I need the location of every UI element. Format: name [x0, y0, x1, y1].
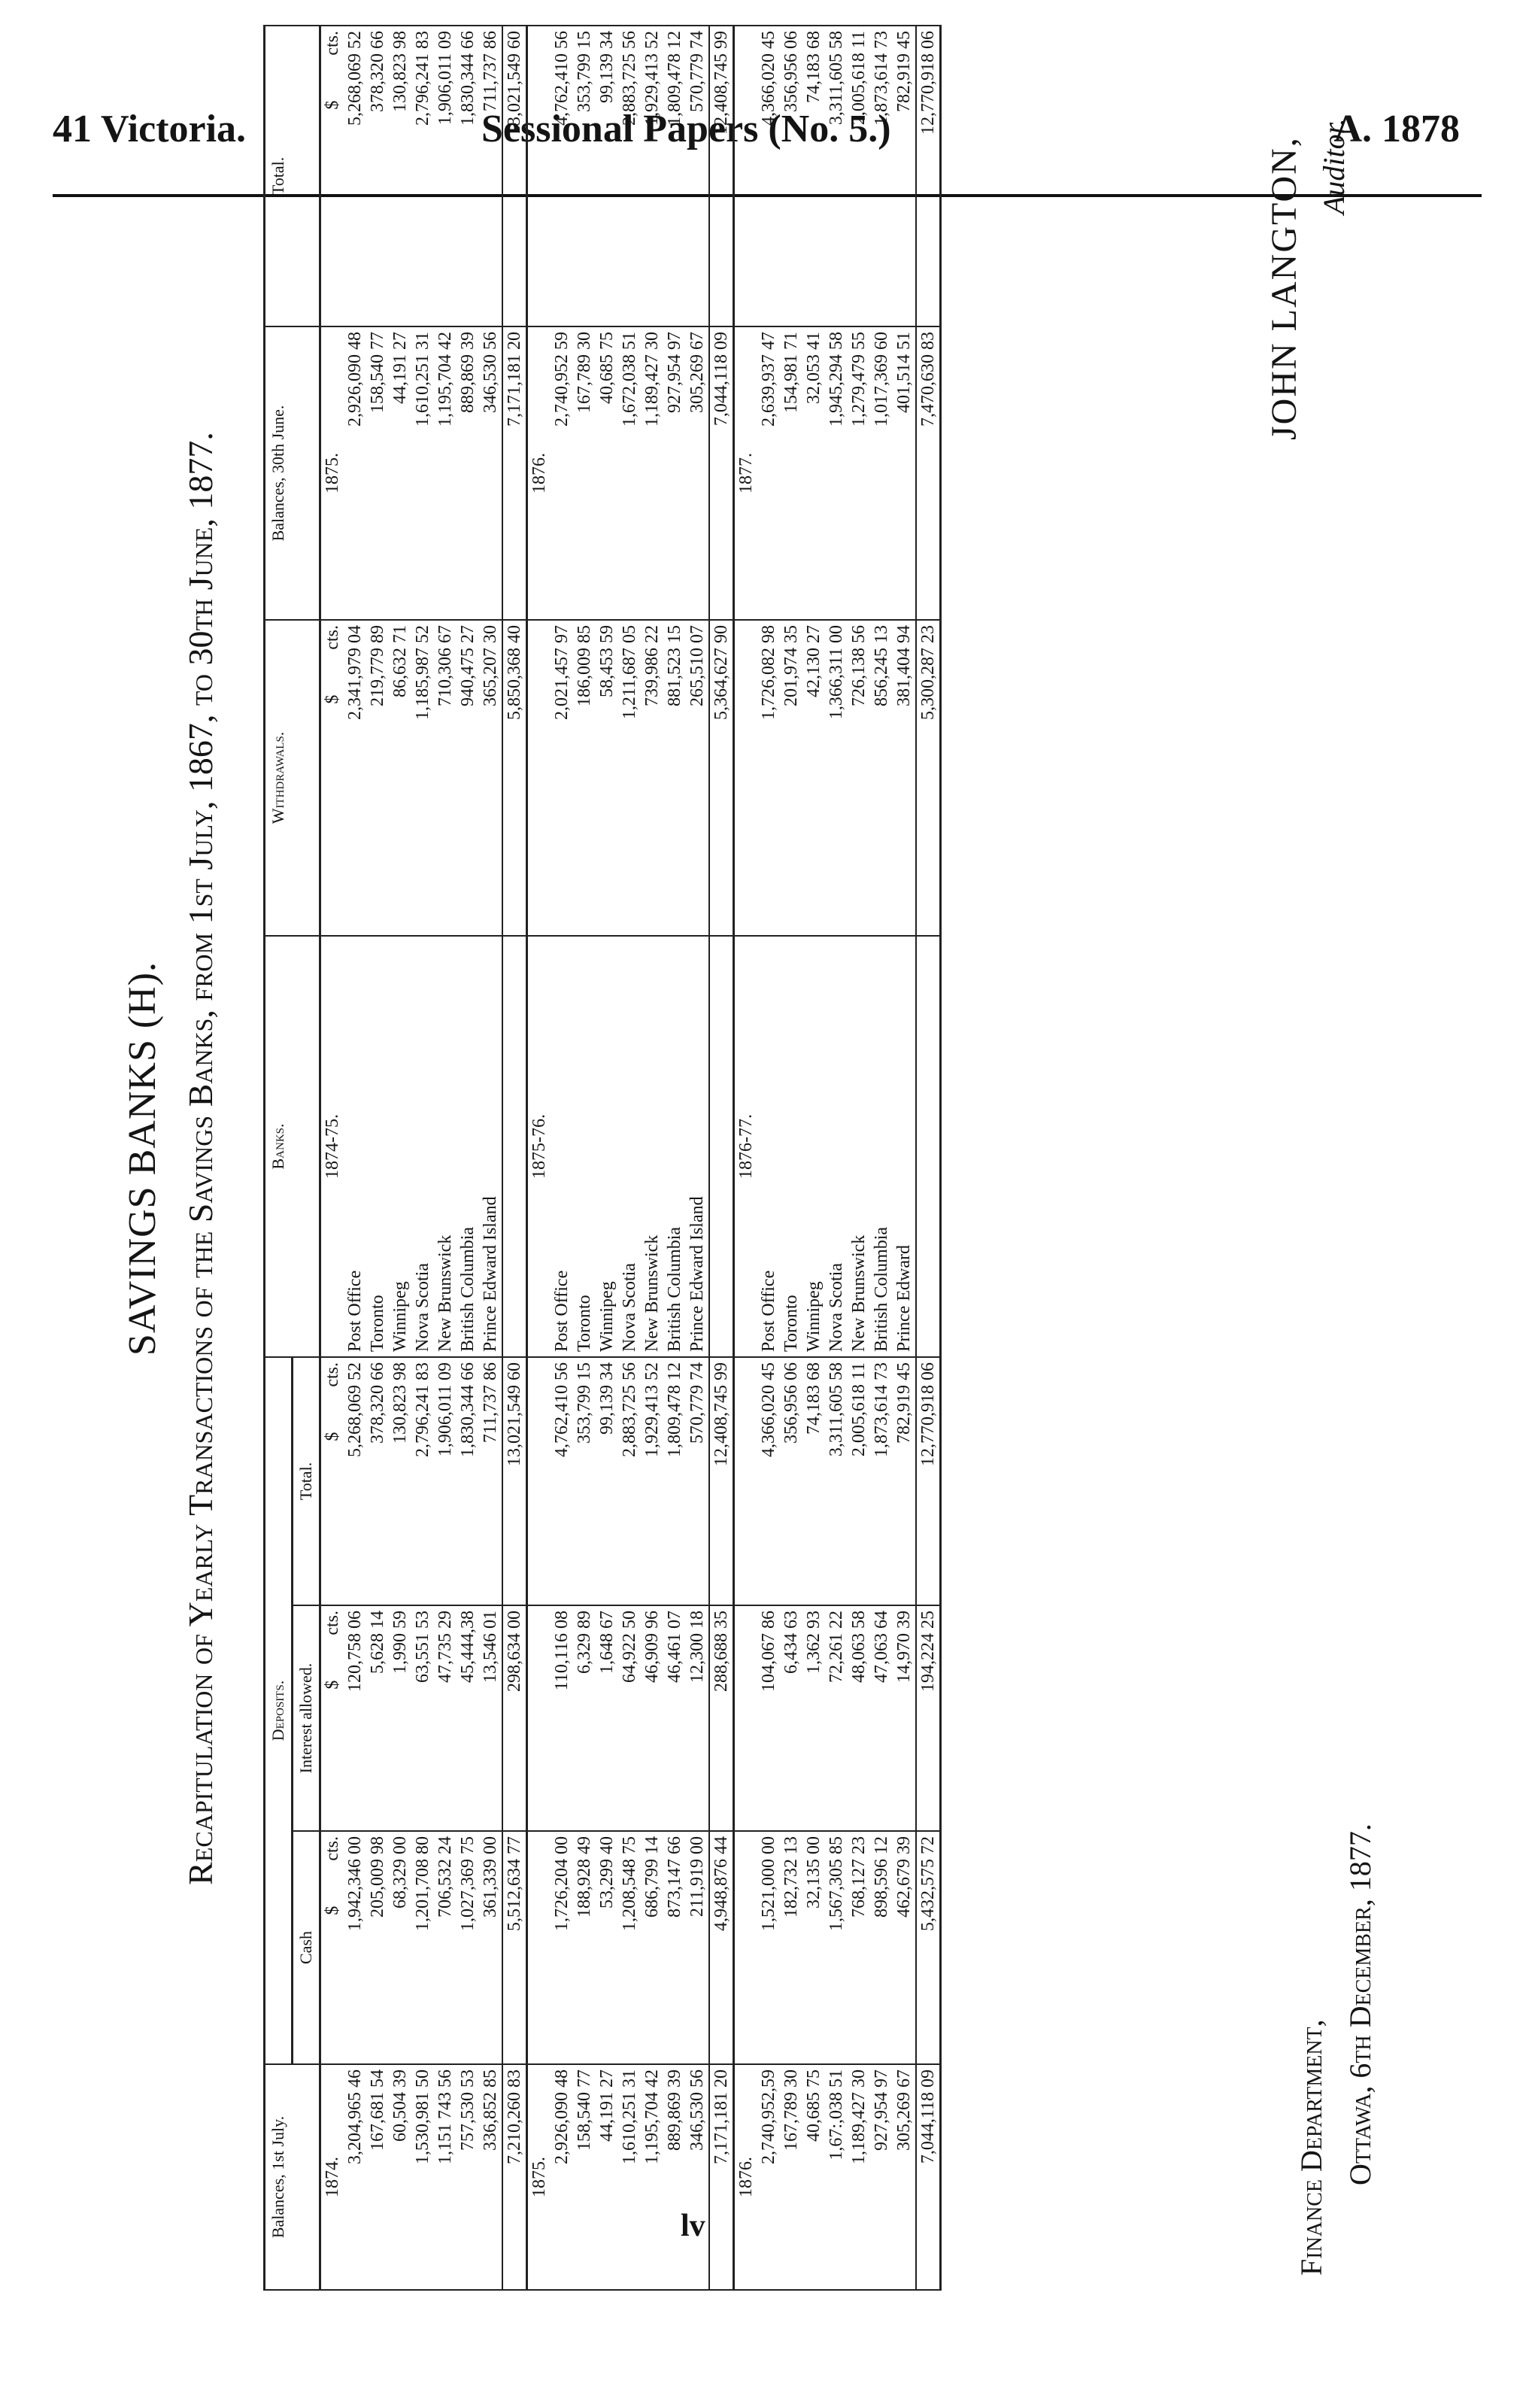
table-row [641, 26, 663, 2290]
recapitulation-table [263, 25, 942, 2291]
withdrawals-cell: 1,211,687 05 [618, 620, 641, 936]
withdrawals-cell: 940,475 27 [457, 620, 479, 936]
total-interest: 298,634 00 [502, 1605, 527, 1831]
cash-cell: 462,679 39 [893, 1831, 916, 2064]
deposit-total-cell: 130,823 98 [389, 1357, 411, 1605]
balance-close-cell: 2,740,952 59 [551, 326, 573, 620]
withdrawals-cell: 86,632 71 [389, 620, 411, 936]
withdrawals-cell: 856,245 13 [870, 620, 893, 936]
col-banks: Banks. [265, 936, 320, 1357]
interest-cell: 14,970 39 [893, 1605, 916, 1831]
balance-open-cell: 167,789 30 [780, 2064, 802, 2290]
period-open-year: 1874. [323, 2157, 342, 2197]
units-cell [734, 26, 758, 326]
total-bank-blank [709, 936, 734, 1357]
cents-unit: cts. [323, 1611, 342, 1635]
withdrawals-cell: 1,366,311 00 [825, 620, 848, 936]
period-close-year: 1876. [529, 452, 549, 493]
deposit-total-cell: 4,762,410 56 [551, 1357, 573, 1605]
cash-cell: 686,799 14 [641, 1831, 663, 2064]
grand-total-cell: 570,779 74 [686, 26, 709, 326]
balance-close-cell: 889,869 39 [457, 326, 479, 620]
interest-cell: 5,628 14 [366, 1605, 389, 1831]
interest-cell: 63,551 53 [411, 1605, 434, 1831]
bank-name-cell: Toronto [366, 936, 389, 1357]
total-bank-blank [916, 936, 941, 1357]
dollar-unit: $ [323, 694, 342, 704]
units-cell [734, 2064, 758, 2290]
withdrawals-cell: 219,779 89 [366, 620, 389, 936]
units-cell [320, 1605, 344, 1831]
interest-cell: 120,758 06 [344, 1605, 366, 1831]
deposit-total-cell: 1,906,011 09 [434, 1357, 457, 1605]
interest-cell: 6,329 89 [573, 1605, 596, 1831]
total-withdrawals: 5,364,627 90 [709, 620, 734, 936]
deposit-total-cell: 1,929,413 52 [641, 1357, 663, 1605]
table-row [870, 26, 893, 2290]
bank-name-cell: British Columbia [663, 936, 686, 1357]
balance-open-cell: 2,740,952,59 [757, 2064, 780, 2290]
cash-cell: 205,009 98 [366, 1831, 389, 2064]
cash-cell: 361,339 00 [479, 1831, 502, 2064]
balance-close-cell: 927,954 97 [663, 326, 686, 620]
cash-cell: 53,299 40 [596, 1831, 618, 2064]
grand-total-cell: 130,823 98 [389, 26, 411, 326]
dollar-unit: $ [323, 100, 342, 110]
bank-name-cell: Prince Edward [893, 936, 916, 1357]
bank-name-cell: Toronto [780, 936, 802, 1357]
units-cell [527, 1831, 551, 2064]
bank-period-cell [734, 936, 758, 1357]
cash-cell: 32,135 00 [802, 1831, 825, 2064]
withdrawals-cell: 739,986 22 [641, 620, 663, 936]
withdrawals-cell: 1,726,082 98 [757, 620, 780, 936]
interest-cell: 47,063 64 [870, 1605, 893, 1831]
balance-open-cell: 305,269 67 [893, 2064, 916, 2290]
balance-open-cell: 44,191 27 [596, 2064, 618, 2290]
cash-cell: 211,919 00 [686, 1831, 709, 2064]
balance-open-cell: 1,530,981 50 [411, 2064, 434, 2290]
withdrawals-cell: 881,523 15 [663, 620, 686, 936]
grand-total-cell: 74,183 68 [802, 26, 825, 326]
deposit-total-cell: 1,830,344 66 [457, 1357, 479, 1605]
withdrawals-cell: 1,185,987 52 [411, 620, 434, 936]
total-balance-close: 7,171,181 20 [502, 326, 527, 620]
total-deposits: 13,021,549 60 [502, 1357, 527, 1605]
auditor-name: JOHN LANGTON, [1264, 136, 1304, 440]
withdrawals-cell: 2,341,979 04 [344, 620, 366, 936]
grand-total-cell: 353,799 15 [573, 26, 596, 326]
units-cell [734, 1357, 758, 1605]
units-cell [734, 326, 758, 620]
finance-department: Finance Department, [1294, 2019, 1328, 2276]
balance-close-cell: 40,685 75 [596, 326, 618, 620]
totals-row [916, 26, 941, 2290]
cents-unit: cts. [323, 30, 342, 56]
bank-name-cell: Winnipeg [389, 936, 411, 1357]
table-row [366, 26, 389, 2290]
balance-close-cell: 167,789 30 [573, 326, 596, 620]
withdrawals-cell: 710,306 67 [434, 620, 457, 936]
deposit-total-cell: 570,779 74 [686, 1357, 709, 1605]
grand-total-cell: 2,883,725 56 [618, 26, 641, 326]
grand-total-cell: 782,919 45 [893, 26, 916, 326]
deposit-total-cell: 5,268,069 52 [344, 1357, 366, 1605]
withdrawals-cell: 186,009 85 [573, 620, 596, 936]
units-cell [320, 326, 344, 620]
balance-close-cell: 44,191 27 [389, 326, 411, 620]
withdrawals-cell: 265,510 07 [686, 620, 709, 936]
balance-open-cell: 158,540 77 [573, 2064, 596, 2290]
balance-close-cell: 1,279,479 55 [848, 326, 870, 620]
units-cell [320, 2064, 344, 2290]
interest-cell: 12,300 18 [686, 1605, 709, 1831]
cash-cell: 68,329 00 [389, 1831, 411, 2064]
table-row [618, 26, 641, 2290]
interest-cell: 64,922 50 [618, 1605, 641, 1831]
dollar-unit: $ [323, 1905, 342, 1915]
bank-name-cell: Post Office [757, 936, 780, 1357]
total-cash: 4,948,876 44 [709, 1831, 734, 2064]
balance-open-cell: 757,530 53 [457, 2064, 479, 2290]
deposit-total-cell: 74,183 68 [802, 1357, 825, 1605]
bank-name-cell: New Brunswick [641, 936, 663, 1357]
period-label: 1874-75. [323, 1113, 342, 1179]
deposit-total-cell: 711,737 86 [479, 1357, 502, 1605]
dollar-unit: $ [323, 1432, 342, 1441]
total-withdrawals: 5,850,368 40 [502, 620, 527, 936]
units-cell [527, 326, 551, 620]
balance-open-cell: 60,504 39 [389, 2064, 411, 2290]
interest-cell: 1,990 59 [389, 1605, 411, 1831]
deposit-total-cell: 2,883,725 56 [618, 1357, 641, 1605]
total-deposits: 12,408,745 99 [709, 1357, 734, 1605]
units-cell [320, 26, 344, 326]
col-withdrawals: Withdrawals. [265, 620, 320, 936]
table-body [320, 26, 941, 2290]
cents-unit: cts. [323, 1362, 342, 1387]
document-title: SAVINGS BANKS (H). [121, 961, 164, 1356]
grand-total-cell: 1,830,344 66 [457, 26, 479, 326]
table-row [457, 26, 479, 2290]
col-cash: Cash [293, 1831, 320, 2064]
table-row [479, 26, 502, 2290]
period-close-year: 1875. [323, 452, 342, 493]
bank-name-cell: Nova Scotia [825, 936, 848, 1357]
units-row [320, 26, 344, 2290]
bank-name-cell: British Columbia [457, 936, 479, 1357]
table-row [434, 26, 457, 2290]
bank-name-cell: British Columbia [870, 936, 893, 1357]
grand-total-cell: 4,762,410 56 [551, 26, 573, 326]
units-cell [527, 26, 551, 326]
dollar-unit: $ [323, 1680, 342, 1690]
bank-name-cell: New Brunswick [848, 936, 870, 1357]
withdrawals-cell: 201,974 35 [780, 620, 802, 936]
cash-cell: 1,201,708 80 [411, 1831, 434, 2064]
units-cell [527, 1357, 551, 1605]
col-interest: Interest allowed. [293, 1605, 320, 1831]
units-cell [527, 1605, 551, 1831]
period-close-year: 1877. [736, 452, 756, 493]
balance-close-cell: 1,195,704 42 [434, 326, 457, 620]
bank-name-cell: Prince Edward Island [686, 936, 709, 1357]
balance-open-cell: 1,151 743 56 [434, 2064, 457, 2290]
balance-open-cell: 40,685 75 [802, 2064, 825, 2290]
col-deposit-total: Total. [293, 1357, 320, 1605]
grand-total-cell: 378,320 66 [366, 26, 389, 326]
bank-name-cell: New Brunswick [434, 936, 457, 1357]
document-subtitle: Recapitulation of Yearly Transactions of the Savings Banks, from 1st July, 1867, to 30th June, 1877. [181, 432, 220, 1885]
balance-close-cell: 2,639,937 47 [757, 326, 780, 620]
total-balance-open: 7,044,118 09 [916, 2064, 941, 2290]
table-row [802, 26, 825, 2290]
grand-total-cell: 1,809,478 12 [663, 26, 686, 326]
bank-period-cell [527, 936, 551, 1357]
cash-cell: 1,726,204 00 [551, 1831, 573, 2064]
total-grand: 12,770,918 06 [916, 26, 941, 326]
interest-cell: 104,067 86 [757, 1605, 780, 1831]
total-interest: 194,224 25 [916, 1605, 941, 1831]
units-cell [734, 1831, 758, 2064]
table-row [686, 26, 709, 2290]
col-deposits: Deposits. [265, 1357, 293, 2064]
balance-close-cell: 158,540 77 [366, 326, 389, 620]
balance-open-cell: 3,204,965 46 [344, 2064, 366, 2290]
units-cell [320, 620, 344, 936]
units-row [734, 26, 758, 2290]
total-balance-close: 7,044,118 09 [709, 326, 734, 620]
deposit-total-cell: 1,873,614 73 [870, 1357, 893, 1605]
interest-cell: 48,063 58 [848, 1605, 870, 1831]
balance-open-cell: 167,681 54 [366, 2064, 389, 2290]
cash-cell: 1,208,548 75 [618, 1831, 641, 2064]
cash-cell: 1,567,305 85 [825, 1831, 848, 2064]
deposit-total-cell: 782,919 45 [893, 1357, 916, 1605]
withdrawals-cell: 42,130 27 [802, 620, 825, 936]
total-withdrawals: 5,300,287 23 [916, 620, 941, 936]
balance-close-cell: 1,017,369 60 [870, 326, 893, 620]
bank-name-cell: Winnipeg [802, 936, 825, 1357]
table-row [848, 26, 870, 2290]
total-balance-open: 7,210,260 83 [502, 2064, 527, 2290]
interest-cell: 47,735 29 [434, 1605, 457, 1831]
units-cell [320, 1831, 344, 2064]
cash-cell: 706,532 24 [434, 1831, 457, 2064]
total-grand: 12,408,745 99 [709, 26, 734, 326]
units-cell [527, 2064, 551, 2290]
grand-total-cell: 3,311,605 58 [825, 26, 848, 326]
total-balance-close: 7,470,630 83 [916, 326, 941, 620]
balance-open-cell: 2,926,090 48 [551, 2064, 573, 2290]
grand-total-cell: 5,268,069 52 [344, 26, 366, 326]
withdrawals-cell: 726,138 56 [848, 620, 870, 936]
deposit-total-cell: 3,311,605 58 [825, 1357, 848, 1605]
total-interest: 288,688 35 [709, 1605, 734, 1831]
cash-cell: 1,521,000 00 [757, 1831, 780, 2064]
bank-name-cell: Toronto [573, 936, 596, 1357]
period-label: 1876-77. [736, 1113, 756, 1179]
cash-cell: 1,027,369 75 [457, 1831, 479, 2064]
total-cash: 5,512,634 77 [502, 1831, 527, 2064]
bank-name-cell: Nova Scotia [411, 936, 434, 1357]
bank-period-cell [320, 936, 344, 1357]
grand-total-cell: 2,005,618 11 [848, 26, 870, 326]
grand-total-cell: 1,929,413 52 [641, 26, 663, 326]
table-row [596, 26, 618, 2290]
cash-cell: 873,147 66 [663, 1831, 686, 2064]
deposit-total-cell: 2,005,618 11 [848, 1357, 870, 1605]
deposit-total-cell: 1,809,478 12 [663, 1357, 686, 1605]
table-row [344, 26, 366, 2290]
interest-cell: 1,362 93 [802, 1605, 825, 1831]
total-grand: 13,021,549 60 [502, 26, 527, 326]
balance-close-cell: 1,672,038 51 [618, 326, 641, 620]
interest-cell: 46,461 07 [663, 1605, 686, 1831]
header-papers: Sessional Papers (No. 5.) [481, 108, 891, 150]
table-row [893, 26, 916, 2290]
deposit-total-cell: 2,796,241 83 [411, 1357, 434, 1605]
balance-open-cell: 346,530 56 [686, 2064, 709, 2290]
balance-open-cell: 336,852 85 [479, 2064, 502, 2290]
col-balances-close: Balances, 30th June. [265, 326, 320, 620]
balance-close-cell: 32,053 41 [802, 326, 825, 620]
balance-open-cell: 927,954 97 [870, 2064, 893, 2290]
cash-cell: 182,732 13 [780, 1831, 802, 2064]
cash-cell: 1,942,346 00 [344, 1831, 366, 2064]
grand-total-cell: 4,366,020 45 [757, 26, 780, 326]
balance-close-cell: 346,530 56 [479, 326, 502, 620]
interest-cell: 1,648 67 [596, 1605, 618, 1831]
total-deposits: 12,770,918 06 [916, 1357, 941, 1605]
auditor-title: Auditor. [1317, 118, 1351, 214]
bank-name-cell: Post Office [344, 936, 366, 1357]
grand-total-cell: 711,737 86 [479, 26, 502, 326]
totals-row [502, 26, 527, 2290]
deposit-total-cell: 4,366,020 45 [757, 1357, 780, 1605]
interest-cell: 6,434 63 [780, 1605, 802, 1831]
bank-name-cell: Post Office [551, 936, 573, 1357]
balance-close-cell: 401,514 51 [893, 326, 916, 620]
units-cell [320, 1357, 344, 1605]
issue-location-date: Ottawa, 6th December, 1877. [1343, 1823, 1377, 2185]
period-label: 1875-76. [529, 1113, 549, 1179]
grand-total-cell: 356,956 06 [780, 26, 802, 326]
interest-cell: 13,546 01 [479, 1605, 502, 1831]
rotated-table-page [120, 11, 1429, 2306]
cents-unit: cts. [323, 624, 342, 650]
page-number: lv [681, 2209, 705, 2243]
withdrawals-cell: 2,021,457 97 [551, 620, 573, 936]
balance-open-cell: 1,67:,038 51 [825, 2064, 848, 2290]
total-bank-blank [502, 936, 527, 1357]
bank-name-cell: Winnipeg [596, 936, 618, 1357]
header-year: A. 1878 [1333, 108, 1460, 150]
interest-cell: 46,909 96 [641, 1605, 663, 1831]
units-cell [734, 620, 758, 936]
withdrawals-cell: 365,207 30 [479, 620, 502, 936]
header-session: 41 Victoria. [53, 108, 247, 150]
table-row [389, 26, 411, 2290]
balance-open-cell: 1,610,251 31 [618, 2064, 641, 2290]
grand-total-cell: 99,139 34 [596, 26, 618, 326]
balance-close-cell: 154,981 71 [780, 326, 802, 620]
balance-open-cell: 1,195,704 42 [641, 2064, 663, 2290]
table-row [411, 26, 434, 2290]
cash-cell: 188,928 49 [573, 1831, 596, 2064]
balance-close-cell: 2,926,090 48 [344, 326, 366, 620]
table-row [551, 26, 573, 2290]
col-balances-open: Balances, 1st July. [265, 2064, 320, 2290]
deposit-total-cell: 378,320 66 [366, 1357, 389, 1605]
period-open-year: 1875. [529, 2157, 549, 2197]
table-row [573, 26, 596, 2290]
balance-close-cell: 1,189,427 30 [641, 326, 663, 620]
table-row [757, 26, 780, 2290]
grand-total-cell: 2,796,241 83 [411, 26, 434, 326]
col-grand-total: Total. [265, 26, 320, 326]
balance-open-cell: 889,869 39 [663, 2064, 686, 2290]
interest-cell: 45,444,38 [457, 1605, 479, 1831]
deposit-total-cell: 99,139 34 [596, 1357, 618, 1605]
period-open-year: 1876. [736, 2157, 756, 2197]
interest-cell: 110,116 08 [551, 1605, 573, 1831]
units-cell [527, 620, 551, 936]
cents-unit: cts. [323, 1836, 342, 1861]
units-cell [734, 1605, 758, 1831]
grand-total-cell: 1,873,614 73 [870, 26, 893, 326]
cash-cell: 768,127 23 [848, 1831, 870, 2064]
balance-close-cell: 1,610,251 31 [411, 326, 434, 620]
table-row [825, 26, 848, 2290]
table-row [780, 26, 802, 2290]
total-balance-open: 7,171,181 20 [709, 2064, 734, 2290]
cash-cell: 898,596 12 [870, 1831, 893, 2064]
deposit-total-cell: 353,799 15 [573, 1357, 596, 1605]
balance-close-cell: 305,269 67 [686, 326, 709, 620]
grand-total-cell: 1,906,011 09 [434, 26, 457, 326]
bank-name-cell: Prince Edward Island [479, 936, 502, 1357]
bank-name-cell: Nova Scotia [618, 936, 641, 1357]
balance-close-cell: 1,945,294 58 [825, 326, 848, 620]
balance-open-cell: 1,189,427 30 [848, 2064, 870, 2290]
total-cash: 5,432,575 72 [916, 1831, 941, 2064]
table-row [663, 26, 686, 2290]
withdrawals-cell: 58,453 59 [596, 620, 618, 936]
totals-row [709, 26, 734, 2290]
deposit-total-cell: 356,956 06 [780, 1357, 802, 1605]
withdrawals-cell: 381,404 94 [893, 620, 916, 936]
units-row [527, 26, 551, 2290]
interest-cell: 72,261 22 [825, 1605, 848, 1831]
